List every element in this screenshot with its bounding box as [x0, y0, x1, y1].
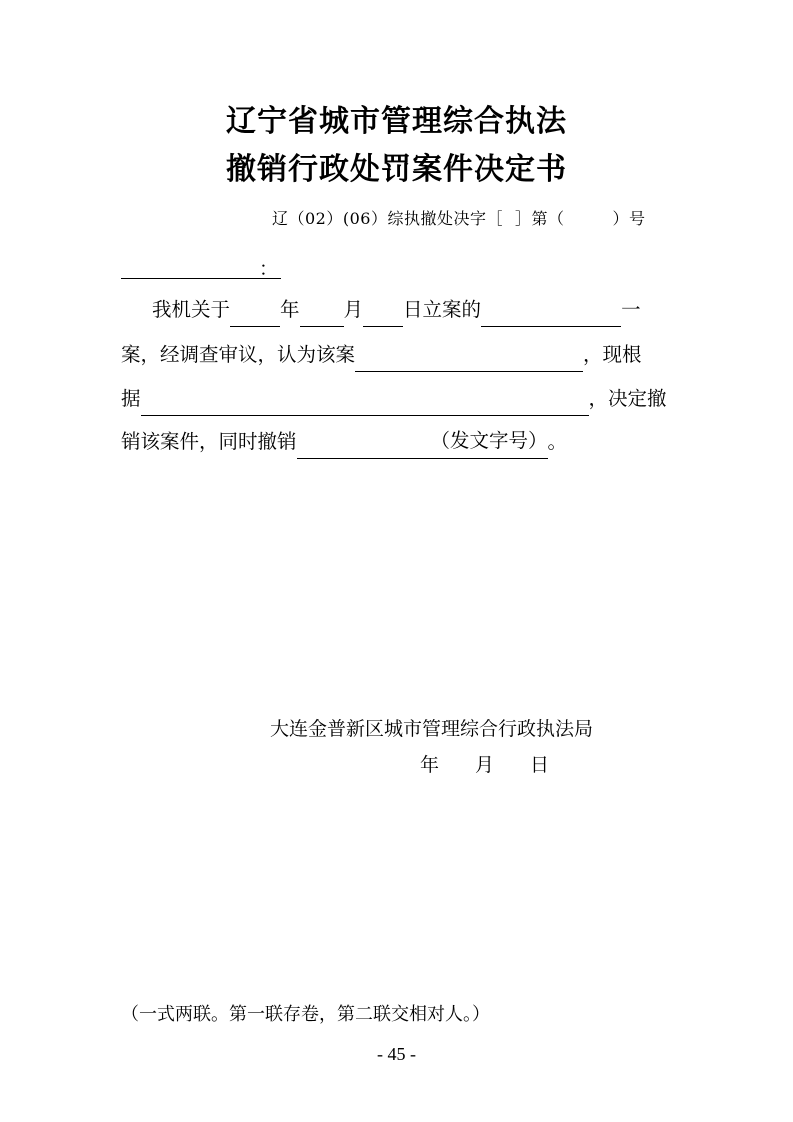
body-line-4: [121, 425, 567, 459]
body-text: ，现根: [583, 343, 642, 366]
document-title-line1: 辽宁省城市管理综合执法: [226, 104, 567, 139]
document-number-suffix: ）号: [612, 209, 646, 228]
date-year: 年: [420, 754, 440, 776]
document-ref-hint: （发文字号）: [431, 424, 548, 459]
body-text: 日立案的: [403, 298, 482, 321]
page-number: - 45 -: [377, 1044, 416, 1064]
body-text: 年: [280, 298, 300, 321]
body-text: 月: [343, 298, 364, 321]
case-name-blank[interactable]: [481, 300, 621, 327]
date-day: 日: [530, 754, 550, 776]
footer-note: （一式两联。第一联存卷，第二联交相对人。）: [121, 1004, 490, 1025]
year-blank[interactable]: [230, 300, 280, 327]
body-text: 我机关于: [152, 298, 231, 321]
body-line-2: [121, 338, 642, 372]
addressee-colon: ：: [259, 258, 279, 280]
body-text: 据: [121, 387, 141, 410]
signature-date: [420, 750, 549, 777]
body-text: ，决定撤: [588, 387, 667, 410]
case-finding-blank[interactable]: [355, 345, 583, 372]
document-ref-blank[interactable]: [297, 432, 431, 459]
body-text: 。: [547, 430, 568, 453]
body-text: 销该案件，同时撤销: [121, 430, 297, 453]
document-number-middle: ］第（: [514, 209, 565, 228]
date-month: 月: [475, 754, 495, 776]
addressee-blank[interactable]: [121, 256, 281, 279]
body-line-3: [121, 382, 667, 416]
body-line-1: [152, 293, 641, 327]
month-blank[interactable]: [300, 300, 344, 327]
day-blank[interactable]: [363, 300, 403, 327]
body-text: 案，经调查审议，认为该案: [121, 343, 356, 366]
legal-basis-blank[interactable]: [141, 389, 589, 416]
document-number-prefix: 辽（02）(06）综执撤处决字［: [272, 209, 503, 228]
issuing-authority: 大连金普新区城市管理综合行政执法局: [270, 718, 594, 740]
document-number: [272, 206, 646, 229]
document-title-line2: 撤销行政处罚案件决定书: [226, 152, 567, 187]
body-text: 一: [621, 298, 641, 321]
